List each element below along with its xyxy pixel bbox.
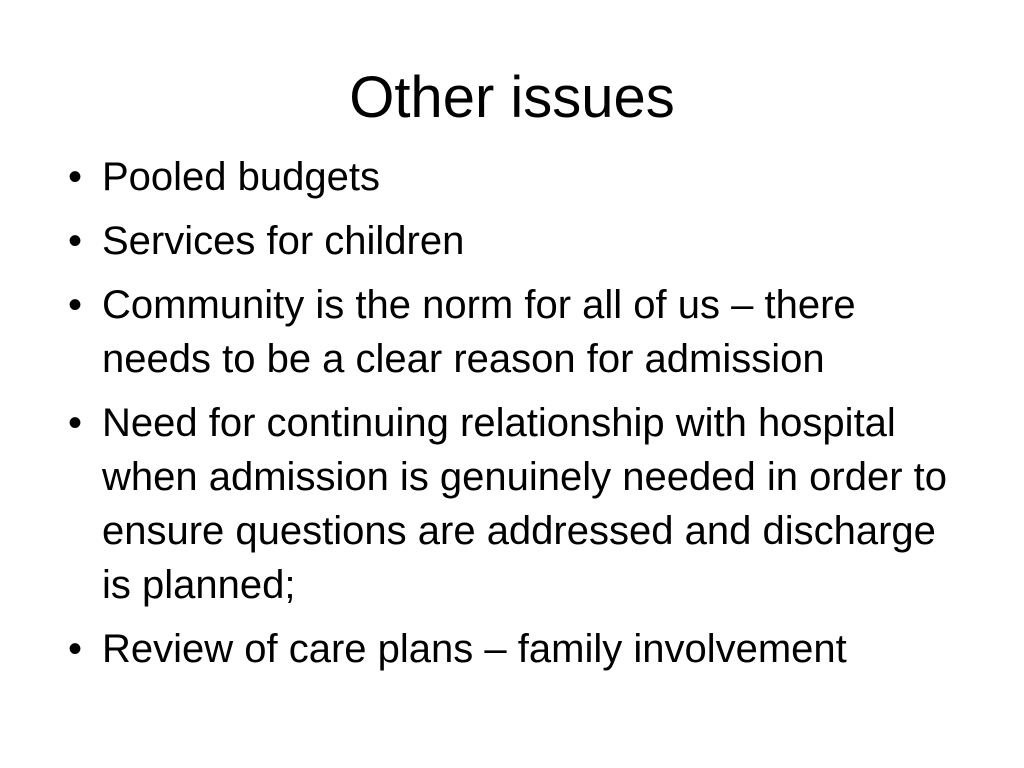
bullet-text: Need for continuing relationship with hospital when admission is genuinely needed in order to ensure questions are addressed and discharge is planned; [102,401,947,607]
slide-title: Other issues [349,65,675,130]
bullet-marker: • [67,401,82,445]
bullet-text: Pooled budgets [102,155,381,199]
bullet-item [60,150,970,204]
bullet-item [60,214,970,268]
bullet-text: Review of care plans – family involvement [102,627,847,671]
bullet-item [60,622,970,676]
bullet-marker: • [67,283,82,327]
bullet-item [60,278,970,386]
bullet-marker: • [67,219,82,263]
bullet-marker: • [67,155,82,199]
bullet-text: Community is the norm for all of us – there needs to be a clear reason for admission [102,283,856,381]
bullet-list [60,150,970,686]
bullet-item [60,396,970,612]
bullet-marker: • [67,627,82,671]
bullet-text: Services for children [102,219,465,263]
